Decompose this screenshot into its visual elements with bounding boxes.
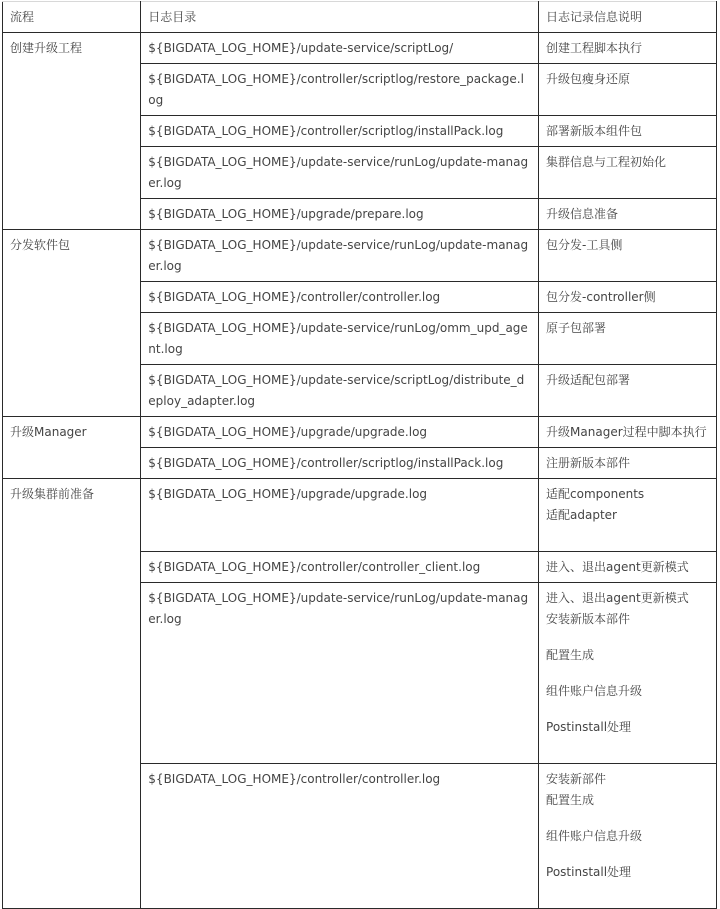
log-path-cell: ${BIGDATA_LOG_HOME}/update-service/runLog/update-manager.log bbox=[141, 147, 539, 199]
description-line: 升级包瘦身还原 bbox=[546, 72, 631, 86]
description-line: 进入、退出agent更新模式 bbox=[546, 560, 689, 574]
description-cell bbox=[539, 583, 717, 764]
description-line: 创建工程脚本执行 bbox=[546, 41, 643, 55]
description-cell bbox=[539, 417, 717, 448]
description-line: 组件账户信息升级 bbox=[546, 684, 643, 698]
log-path-cell: ${BIGDATA_LOG_HOME}/upgrade/upgrade.log bbox=[141, 417, 539, 448]
log-path-cell: ${BIGDATA_LOG_HOME}/controller/controller.log bbox=[141, 764, 539, 909]
description-cell bbox=[539, 764, 717, 909]
description-cell bbox=[539, 313, 717, 365]
description-line: 原子包部署 bbox=[546, 321, 607, 335]
description-cell bbox=[539, 479, 717, 552]
log-path-cell: ${BIGDATA_LOG_HOME}/controller/controller.log bbox=[141, 282, 539, 313]
description-cell bbox=[539, 33, 717, 64]
log-path-cell: ${BIGDATA_LOG_HOME}/update-service/runLog/omm_upd_agent.log bbox=[141, 313, 539, 365]
log-path-cell: ${BIGDATA_LOG_HOME}/upgrade/upgrade.log bbox=[141, 479, 539, 552]
stage-cell: 升级Manager bbox=[3, 417, 141, 479]
description-cell bbox=[539, 147, 717, 199]
log-path-cell: ${BIGDATA_LOG_HOME}/controller/scriptlog/restore_package.log bbox=[141, 64, 539, 116]
description-line: 适配components bbox=[546, 487, 645, 501]
description-line: 集群信息与工程初始化 bbox=[546, 155, 667, 169]
description-line: 安装新版本部件 bbox=[546, 612, 631, 626]
description-line: 部署新版本组件包 bbox=[546, 124, 643, 138]
description-spacer bbox=[546, 883, 708, 904]
description-cell bbox=[539, 116, 717, 147]
description-cell bbox=[539, 199, 717, 230]
description-line: 注册新版本部件 bbox=[546, 456, 631, 470]
log-path-cell: ${BIGDATA_LOG_HOME}/controller/scriptlog/installPack.log bbox=[141, 448, 539, 479]
log-path-cell: ${BIGDATA_LOG_HOME}/update-service/scriptLog/ bbox=[141, 33, 539, 64]
description-line: 包分发-工具侧 bbox=[546, 238, 623, 252]
table-row bbox=[3, 417, 717, 448]
description-line: 安装新部件 bbox=[546, 772, 607, 786]
header-log-path: 日志目录 bbox=[141, 2, 539, 33]
description-line: 适配adapter bbox=[546, 508, 617, 522]
table-row bbox=[3, 230, 717, 282]
description-line: 配置生成 bbox=[546, 648, 595, 662]
header-description: 日志记录信息说明 bbox=[539, 2, 717, 33]
description-cell bbox=[539, 448, 717, 479]
table-row bbox=[3, 479, 717, 552]
description-line: 包分发-controller侧 bbox=[546, 290, 656, 304]
log-path-cell: ${BIGDATA_LOG_HOME}/update-service/scriptLog/distribute_deploy_adapter.log bbox=[141, 365, 539, 417]
description-line: 进入、退出agent更新模式 bbox=[546, 591, 689, 605]
description-spacer bbox=[546, 738, 708, 759]
description-line: 升级Manager过程中脚本执行 bbox=[546, 425, 707, 439]
upgrade-log-table bbox=[2, 1, 717, 909]
stage-cell: 创建升级工程 bbox=[3, 33, 141, 230]
stage-cell: 分发软件包 bbox=[3, 230, 141, 417]
log-path-cell: ${BIGDATA_LOG_HOME}/upgrade/prepare.log bbox=[141, 199, 539, 230]
log-path-cell: ${BIGDATA_LOG_HOME}/update-service/runLog/update-manager.log bbox=[141, 230, 539, 282]
header-stage: 流程 bbox=[3, 2, 141, 33]
log-path-cell: ${BIGDATA_LOG_HOME}/controller/scriptlog/installPack.log bbox=[141, 116, 539, 147]
stage-cell: 升级集群前准备 bbox=[3, 479, 141, 909]
log-path-cell: ${BIGDATA_LOG_HOME}/update-service/runLog/update-manager.log bbox=[141, 583, 539, 764]
table-header-row bbox=[3, 2, 717, 33]
description-line: 升级信息准备 bbox=[546, 207, 619, 221]
log-path-cell: ${BIGDATA_LOG_HOME}/controller/controller_client.log bbox=[141, 552, 539, 583]
description-cell bbox=[539, 230, 717, 282]
table-row bbox=[3, 33, 717, 64]
description-line: 组件账户信息升级 bbox=[546, 829, 643, 843]
description-line: 配置生成 bbox=[546, 793, 595, 807]
description-line: Postinstall处理 bbox=[546, 865, 632, 879]
description-spacer bbox=[546, 526, 708, 547]
description-cell bbox=[539, 552, 717, 583]
description-cell bbox=[539, 365, 717, 417]
description-cell bbox=[539, 64, 717, 116]
description-cell bbox=[539, 282, 717, 313]
description-line: 升级适配包部署 bbox=[546, 373, 631, 387]
description-line: Postinstall处理 bbox=[546, 720, 632, 734]
